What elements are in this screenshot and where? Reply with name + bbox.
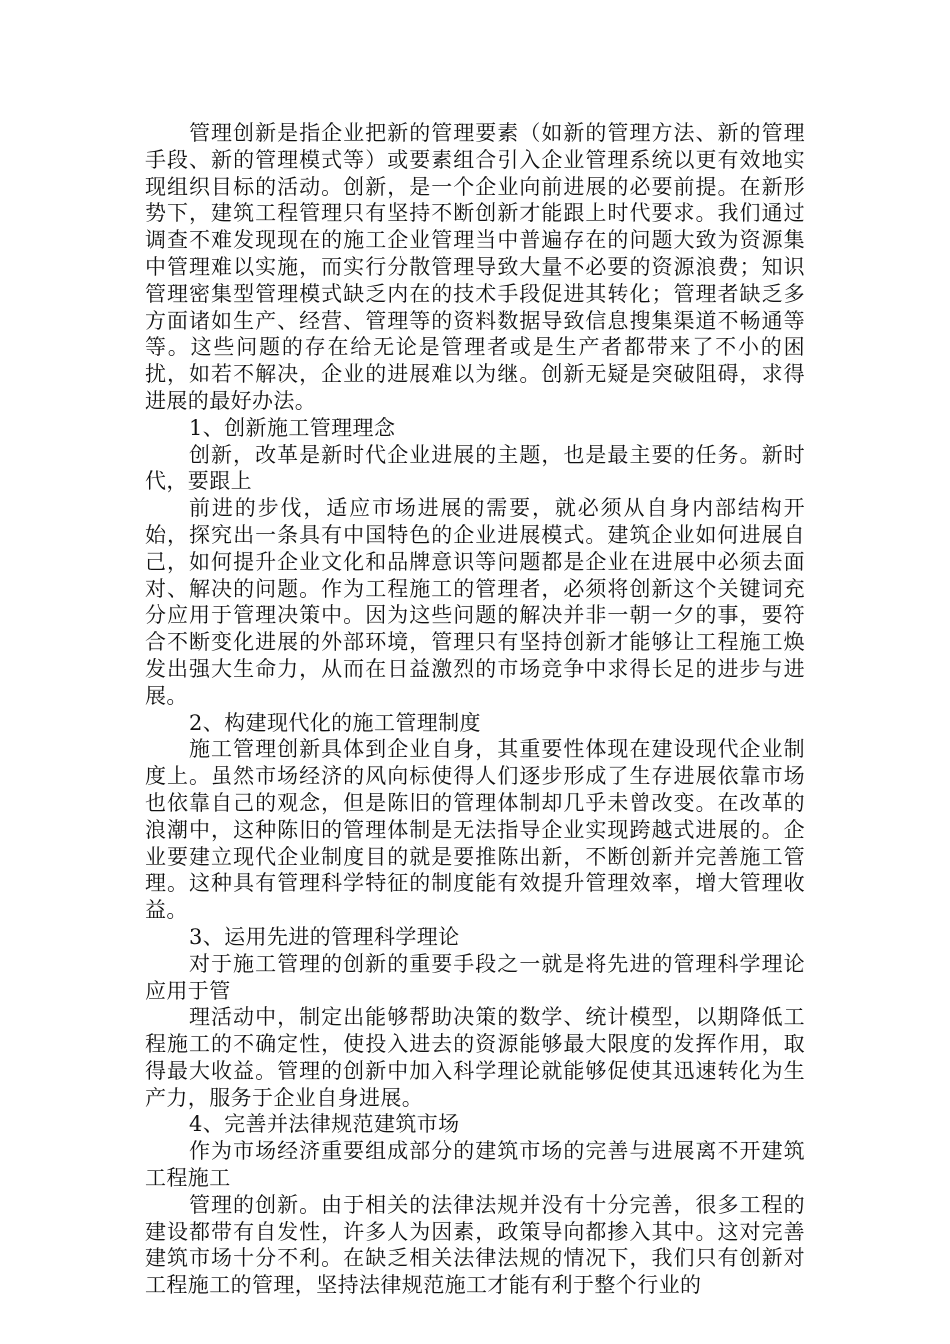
section-2-paragraph: 施工管理创新具体到企业自身，其重要性体现在建设现代企业制度上。虽然市场经济的风向标使得人们逐步形成了生存进展依靠市场也依靠自己的观念，但是陈旧的管理体制却几乎未曾改变。在改革的浪潮中，这种陈旧的管理体制是无法指导企业实现跨越式进展的。企业要建立现代企业制度目的就是要推陈出新，不断创新并完善施工管理。这种具有管理科学特征的制度能有效提升管理效率，增大管理收益。 <box>145 737 805 923</box>
section-3-paragraph-b: 理活动中，制定出能够帮助决策的数学、统计模型，以期降低工程施工的不确定性，使投入进去的资源能够最大限度的发挥作用，取得最大收益。管理的创新中加入科学理论就能够促使其迅速转化为生产力，服务于企业自身进展。 <box>145 1005 805 1110</box>
section-heading-1: 1、创新施工管理理念 <box>189 415 396 440</box>
section-4-paragraph-b: 管理的创新。由于相关的法律法规并没有十分完善，很多工程的建设都带有自发性，许多人为因素，政策导向都掺入其中。这对完善建筑市场十分不利。在缺乏相关法律法规的情况下，我们只有创新对工程施工的管理，坚持法律规范施工才能有利于整个行业的 <box>145 1192 805 1298</box>
section-1-paragraph-a: 创新，改革是新时代企业进展的主题，也是最主要的任务。新时代，要跟上 <box>145 442 805 494</box>
document-body <box>145 120 805 1299</box>
section-heading-2: 2、构建现代化的施工管理制度 <box>189 710 481 735</box>
section-3-paragraph-a: 对于施工管理的创新的重要手段之一就是将先进的管理科学理论应用于管 <box>145 951 805 1003</box>
section-heading-4: 4、完善并法律规范建筑市场 <box>189 1112 460 1137</box>
section-4-paragraph-a: 作为市场经济重要组成部分的建筑市场的完善与进展离不开建筑工程施工 <box>145 1139 805 1191</box>
intro-paragraph: 管理创新是指企业把新的管理要素（如新的管理方法、新的管理手段、新的管理模式等）或要素组合引入企业管理系统以更有效地实现组织目标的活动。创新，是一个企业向前进展的必要前提。在新形势下，建筑工程管理只有坚持不断创新才能跟上时代要求。我们通过调查不难发现现在的施工企业管理当中普遍存在的问题大致为资源集中管理难以实施，而实行分散管理导致大量不必要的资源浪费；知识管理密集型管理模式缺乏内在的技术手段促进其转化；管理者缺乏多方面诸如生产、经营、管理等的资料数据导致信息搜集渠道不畅通等等。这些问题的存在给无论是管理者或是生产者都带来了不小的困扰，如若不解决，企业的进展难以为继。创新无疑是突破阻碍，求得进展的最好办法。 <box>145 121 805 413</box>
section-heading-3: 3、运用先进的管理科学理论 <box>189 924 460 949</box>
section-1-paragraph-b: 前进的步伐，适应市场进展的需要，就必须从自身内部结构开始，探究出一条具有中国特色的企业进展模式。建筑企业如何进展自己，如何提升企业文化和品牌意识等问题都是企业在进展中必须去面对、解决的问题。作为工程施工的管理者，必须将创新这个关键词充分应用于管理决策中。因为这些问题的解决并非一朝一夕的事，要符合不断变化进展的外部环境，管理只有坚持创新才能够让工程施工焕发出强大生命力，从而在日益激烈的市场竞争中求得长足的进步与进展。 <box>145 496 805 708</box>
